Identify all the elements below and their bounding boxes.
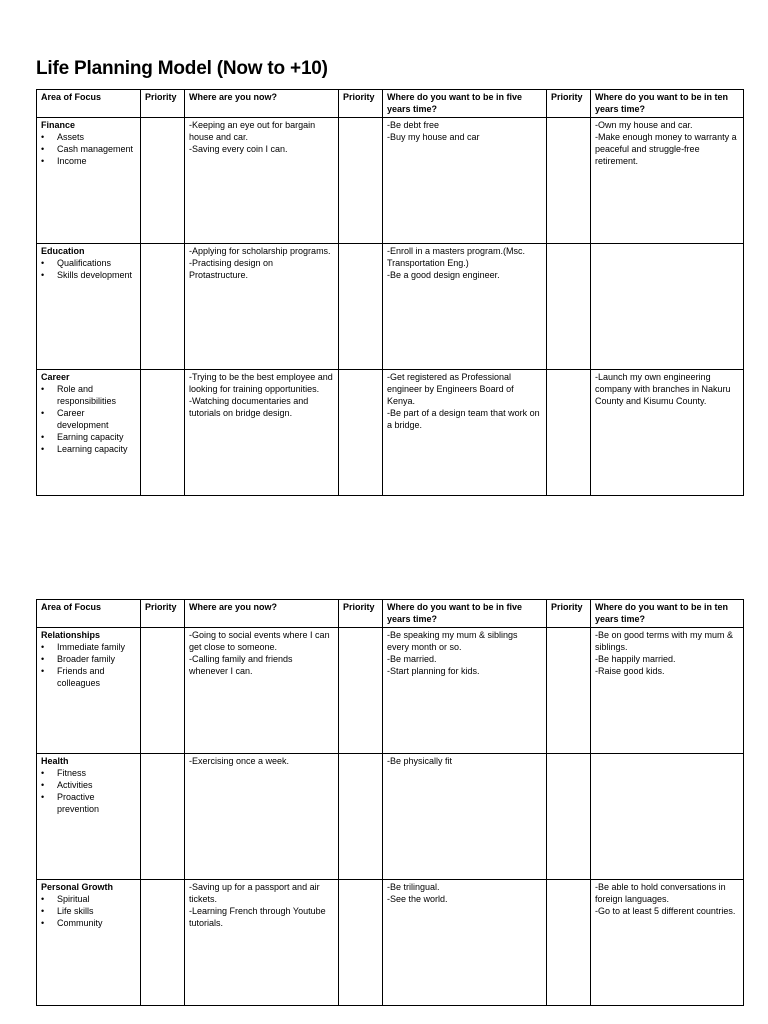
ten-years-cell <box>591 628 744 754</box>
goal-line: -Trying to be the best employee and looking for training opportunities. <box>189 372 333 394</box>
goal-line: -Practising design on Protastructure. <box>189 258 274 280</box>
goal-line: -Keeping an eye out for bargain house and car. <box>189 120 316 142</box>
sub-area-item: • Fitness <box>57 767 136 779</box>
now-cell <box>185 244 339 370</box>
goal-line: -Watching documentaries and tutorials on bridge design. <box>189 396 309 418</box>
goal-line: -Saving up for a passport and air tickets. <box>189 882 320 904</box>
five-years-cell <box>383 118 547 244</box>
goal-line: -Enroll in a masters program.(Msc. Transportation Eng.) <box>387 246 526 268</box>
priority-cell <box>339 244 383 370</box>
priority-cell <box>547 370 591 496</box>
sub-area-item: • Broader family <box>57 653 136 665</box>
goal-line: -Launch my own engineering company with branches in Nakuru County and Kisumu County. <box>595 372 731 406</box>
sub-area-list <box>41 767 136 815</box>
table-row <box>37 370 744 496</box>
area-title: Personal Growth <box>41 882 114 892</box>
header-priority: Priority <box>141 90 185 118</box>
table-row <box>37 628 744 754</box>
header-area-of-focus: Area of Focus <box>37 600 141 628</box>
sub-area-item: • Earning capacity <box>57 431 136 443</box>
table-row <box>37 880 744 1006</box>
five-years-cell <box>383 754 547 880</box>
sub-area-item: • Activities <box>57 779 136 791</box>
header-priority: Priority <box>339 90 383 118</box>
ten-years-cell <box>591 244 744 370</box>
header-priority: Priority <box>339 600 383 628</box>
header-now: Where are you now? <box>185 600 339 628</box>
table-row <box>37 754 744 880</box>
goal-line: -Going to social events where I can get close to someone. <box>189 630 330 652</box>
header-ten-years: Where do you want to be in ten years time? <box>591 600 744 628</box>
five-years-cell <box>383 244 547 370</box>
priority-cell <box>141 880 185 1006</box>
sub-area-list <box>41 383 136 455</box>
life-plan-table-2 <box>36 599 744 1006</box>
document-title: Life Planning Model (Now to +10) <box>36 58 328 79</box>
sub-area-item: • Role and responsibilities <box>57 383 136 407</box>
goal-line: -Calling family and friends whenever I can. <box>189 654 293 676</box>
goal-line: -Make enough money to warranty a peaceful and struggle-free retirement. <box>595 132 737 166</box>
now-cell <box>185 628 339 754</box>
now-cell <box>185 118 339 244</box>
ten-years-cell <box>591 118 744 244</box>
table-row <box>37 118 744 244</box>
table-header <box>37 90 744 118</box>
priority-cell <box>547 244 591 370</box>
priority-cell <box>339 628 383 754</box>
sub-area-item: • Life skills <box>57 905 136 917</box>
header-area-of-focus: Area of Focus <box>37 90 141 118</box>
area-of-focus-cell <box>37 244 141 370</box>
header-five-years: Where do you want to be in five years time? <box>383 90 547 118</box>
header-priority: Priority <box>547 600 591 628</box>
goal-line: -Be a good design engineer. <box>387 270 500 280</box>
area-title: Career <box>41 372 70 382</box>
header-now: Where are you now? <box>185 90 339 118</box>
five-years-cell <box>383 880 547 1006</box>
sub-area-list <box>41 257 136 281</box>
sub-area-item: • Proactive prevention <box>57 791 136 815</box>
goal-line: -Go to at least 5 different countries. <box>595 906 736 916</box>
sub-area-item: • Immediate family <box>57 641 136 653</box>
sub-area-item: • Community <box>57 917 136 929</box>
sub-area-list <box>41 893 136 929</box>
goal-line: -Saving every coin I can. <box>189 144 288 154</box>
five-years-cell <box>383 628 547 754</box>
goal-line: -Own my house and car. <box>595 120 693 130</box>
sub-area-item: • Income <box>57 155 136 167</box>
priority-cell <box>339 754 383 880</box>
five-years-cell <box>383 370 547 496</box>
sub-area-item: • Assets <box>57 131 136 143</box>
header-five-years: Where do you want to be in five years time? <box>383 600 547 628</box>
area-of-focus-cell <box>37 628 141 754</box>
goal-line: -Be physically fit <box>387 756 453 766</box>
area-of-focus-cell <box>37 754 141 880</box>
goal-line: -Start planning for kids. <box>387 666 480 676</box>
header-priority: Priority <box>547 90 591 118</box>
sub-area-item: • Cash management <box>57 143 136 155</box>
life-plan-table-1 <box>36 89 744 496</box>
goal-line: -Exercising once a week. <box>189 756 290 766</box>
priority-cell <box>141 118 185 244</box>
priority-cell <box>339 118 383 244</box>
area-title: Education <box>41 246 85 256</box>
goal-line: -Raise good kids. <box>595 666 665 676</box>
goal-line: -Be able to hold conversations in foreign languages. <box>595 882 726 904</box>
table-row <box>37 244 744 370</box>
goal-line: -Buy my house and car <box>387 132 480 142</box>
goal-line: -Be debt free <box>387 120 440 130</box>
sub-area-item: • Spiritual <box>57 893 136 905</box>
goal-line: -Applying for scholarship programs. <box>189 246 331 256</box>
goal-line: -Be happily married. <box>595 654 676 664</box>
sub-area-item: • Career development <box>57 407 136 431</box>
sub-area-item: • Qualifications <box>57 257 136 269</box>
goal-line: -Get registered as Professional engineer by Engineers Board of Kenya. <box>387 372 514 406</box>
sub-area-item: • Friends and colleagues <box>57 665 136 689</box>
goal-line: -Learning French through Youtube tutorials. <box>189 906 326 928</box>
area-of-focus-cell <box>37 880 141 1006</box>
area-of-focus-cell <box>37 370 141 496</box>
ten-years-cell <box>591 370 744 496</box>
priority-cell <box>339 880 383 1006</box>
goal-line: -Be married. <box>387 654 437 664</box>
ten-years-cell <box>591 880 744 1006</box>
priority-cell <box>547 880 591 1006</box>
priority-cell <box>547 754 591 880</box>
priority-cell <box>141 244 185 370</box>
table-header <box>37 600 744 628</box>
sub-area-item: • Skills development <box>57 269 136 281</box>
sub-area-item: • Learning capacity <box>57 443 136 455</box>
priority-cell <box>339 370 383 496</box>
priority-cell <box>141 628 185 754</box>
priority-cell <box>547 628 591 754</box>
priority-cell <box>547 118 591 244</box>
ten-years-cell <box>591 754 744 880</box>
now-cell <box>185 754 339 880</box>
priority-cell <box>141 370 185 496</box>
goal-line: -Be speaking my mum & siblings every month or so. <box>387 630 518 652</box>
sub-area-list <box>41 641 136 689</box>
goal-line: -See the world. <box>387 894 448 904</box>
area-of-focus-cell <box>37 118 141 244</box>
header-priority: Priority <box>141 600 185 628</box>
goal-line: -Be part of a design team that work on a bridge. <box>387 408 540 430</box>
header-ten-years: Where do you want to be in ten years time? <box>591 90 744 118</box>
area-title: Relationships <box>41 630 101 640</box>
priority-cell <box>141 754 185 880</box>
area-title: Health <box>41 756 69 766</box>
sub-area-list <box>41 131 136 167</box>
goal-line: -Be trilingual. <box>387 882 440 892</box>
goal-line: -Be on good terms with my mum & siblings. <box>595 630 734 652</box>
area-title: Finance <box>41 120 76 130</box>
now-cell <box>185 370 339 496</box>
now-cell <box>185 880 339 1006</box>
